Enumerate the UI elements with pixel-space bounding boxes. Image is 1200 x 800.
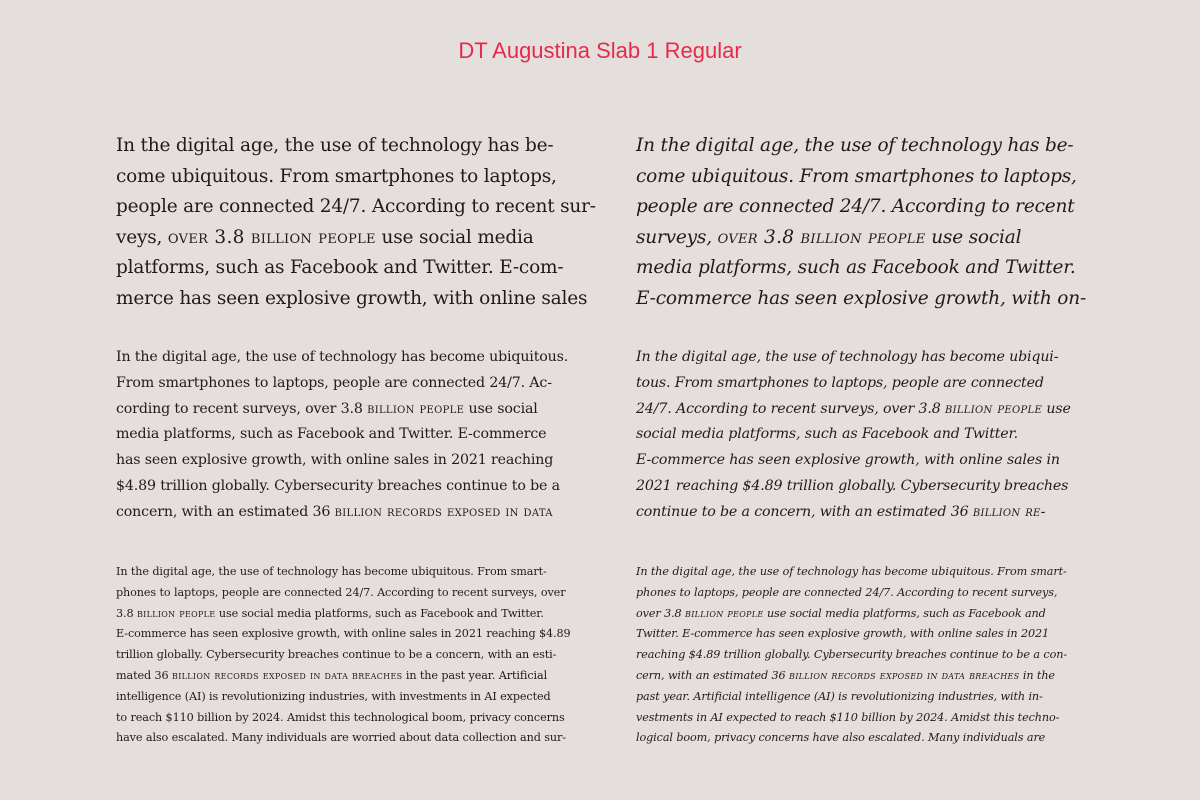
text-run: past year. Artificial intelligence (AI) is revolutionizing industries, with in-	[636, 689, 1043, 703]
text-run: people are connected 24/7. According to recent sur-	[116, 196, 596, 217]
text-run: merce has seen explosive growth, with online sales	[116, 287, 588, 309]
text-run: have also escalated. Many individuals are worried about data collection and sur-	[116, 731, 566, 745]
text-line	[116, 345, 586, 371]
text-run: E-commerce has seen explosive growth, with online sales in 2021 reaching $4.89	[116, 627, 571, 641]
text-run: $4.89 trillion globally. Cybersecurity breaches continue to be a	[116, 477, 560, 494]
text-run: continue to be a concern, with an estimated 36	[636, 503, 973, 520]
sample-small-italic	[636, 562, 1106, 749]
text-line	[116, 223, 586, 254]
sample-large-roman	[116, 131, 596, 314]
text-line	[116, 284, 586, 315]
text-line	[116, 645, 586, 666]
text-line	[116, 604, 586, 625]
text-line	[636, 708, 1106, 729]
text-line	[116, 162, 586, 193]
text-run: 24/7. According to recent surveys, over 3.8	[636, 400, 945, 417]
text-run: surveys,	[636, 226, 718, 248]
text-run: In the digital age, the use of technology has become ubiquitous.	[116, 349, 569, 365]
text-run: cording to recent surveys, over 3.8	[116, 400, 368, 417]
text-run: In the digital age, the use of technology has be-	[116, 135, 554, 156]
text-line	[636, 422, 1106, 448]
text-line	[116, 562, 586, 583]
text-run: From smartphones to laptops, people are connected 24/7. Ac-	[116, 374, 552, 391]
text-run: platforms, such as Facebook and Twitter. E-com-	[116, 257, 564, 278]
text-run: come ubiquitous. From smartphones to laptops,	[116, 165, 557, 187]
text-run: trillion globally. Cybersecurity breaches continue to be a concern, with an esti-	[116, 648, 557, 662]
sample-medium-roman	[116, 345, 586, 526]
text-line	[116, 708, 586, 729]
page-title: DT Augustina Slab 1 Regular	[458, 38, 742, 63]
text-line	[636, 253, 1106, 284]
sample-small-roman	[116, 562, 586, 749]
text-run: use social	[464, 400, 538, 417]
text-line	[116, 583, 586, 604]
text-line	[636, 162, 1106, 193]
text-run: use social media platforms, such as Facebook and Twitter.	[215, 606, 544, 620]
text-run: Twitter. E-commerce has seen explosive growth, with online sales in 2021	[636, 627, 1050, 641]
text-line	[116, 397, 586, 423]
text-line	[636, 345, 1106, 371]
text-run: to reach $110 billion by 2024. Amidst this technological boom, privacy concerns	[116, 710, 565, 724]
text-run: In the digital age, the use of technology has become ubiqui-	[636, 349, 1059, 365]
text-run: cern, with an estimated 36	[636, 668, 790, 682]
small-caps-run: billion people	[136, 606, 216, 620]
text-line	[636, 284, 1106, 315]
text-run: in the	[1019, 668, 1055, 682]
text-run: In the digital age, the use of technology has be-	[636, 135, 1074, 156]
text-line	[636, 728, 1106, 749]
small-caps-run: over 3.8 billion people	[717, 226, 926, 248]
text-run: phones to laptops, people are connected 24/7. According to recent surveys, over	[116, 585, 566, 599]
text-line	[636, 562, 1106, 583]
text-run: tous. From smartphones to laptops, people are connected	[636, 374, 1044, 391]
small-caps-run: billion records exposed in data	[334, 503, 553, 520]
text-line	[636, 474, 1106, 500]
text-run: phones to laptops, people are connected 24/7. According to recent surveys,	[636, 585, 1058, 599]
text-line	[636, 666, 1106, 687]
sample-medium-italic	[636, 345, 1106, 526]
small-caps-run: billion records exposed in data breaches	[789, 668, 1020, 682]
text-line	[116, 371, 586, 397]
text-run: 3.8	[116, 606, 137, 620]
text-run: E-commerce has seen explosive growth, with online sales in	[636, 452, 1060, 469]
small-caps-run: over 3.8 billion people	[167, 226, 376, 248]
text-run: use social media platforms, such as Facebook and	[763, 606, 1046, 620]
text-run: social media platforms, such as Facebook and Twitter.	[636, 426, 1018, 443]
text-run: In the digital age, the use of technology has become ubiquitous. From smart-	[636, 565, 1067, 578]
text-line	[116, 131, 586, 162]
text-line	[116, 666, 586, 687]
text-line	[116, 448, 586, 474]
text-run: use	[1042, 400, 1071, 417]
sample-large-italic	[636, 131, 1106, 314]
text-run: people are connected 24/7. According to recent	[636, 196, 1075, 217]
text-line	[636, 687, 1106, 708]
text-run: E-commerce has seen explosive growth, with on-	[636, 287, 1086, 309]
text-line	[636, 223, 1106, 254]
text-run: media platforms, such as Facebook and Twitter. E-commerce	[116, 426, 547, 443]
text-run: 2021 reaching $4.89 trillion globally. Cybersecurity breaches	[636, 477, 1069, 494]
text-run: use social media	[375, 226, 534, 248]
text-line	[116, 687, 586, 708]
text-line	[636, 645, 1106, 666]
text-run: In the digital age, the use of technology has become ubiquitous. From smart-	[116, 565, 547, 578]
text-line	[116, 624, 586, 645]
text-line	[636, 500, 1106, 526]
small-caps-run: billion people	[367, 400, 465, 417]
text-run: come ubiquitous. From smartphones to laptops,	[636, 165, 1077, 187]
small-caps-run: billion re-	[972, 503, 1046, 520]
text-line	[116, 422, 586, 448]
text-run: veys,	[116, 226, 168, 248]
text-line	[636, 192, 1106, 223]
text-line	[636, 604, 1106, 625]
text-line	[116, 474, 586, 500]
text-line	[116, 500, 586, 526]
text-line	[636, 371, 1106, 397]
text-run: mated 36	[116, 668, 173, 682]
text-line	[636, 131, 1106, 162]
text-line	[636, 448, 1106, 474]
text-line	[636, 624, 1106, 645]
text-run: media platforms, such as Facebook and Twitter.	[636, 257, 1076, 278]
text-line	[636, 397, 1106, 423]
text-line	[116, 728, 586, 749]
text-run: reaching $4.89 trillion globally. Cybersecurity breaches continue to be a con-	[636, 648, 1067, 662]
text-run: logical boom, privacy concerns have also escalated. Many individuals are	[636, 731, 1046, 745]
text-run: intelligence (AI) is revolutionizing industries, with investments in AI expected	[116, 689, 551, 703]
text-run: in the past year. Artificial	[402, 668, 548, 682]
text-line	[116, 192, 596, 223]
text-run: concern, with an estimated 36	[116, 503, 335, 520]
text-run: has seen explosive growth, with online sales in 2021 reaching	[116, 452, 554, 469]
small-caps-run: billion records exposed in data breaches	[172, 668, 403, 682]
text-run: use social	[925, 226, 1022, 248]
small-caps-run: billion people	[944, 400, 1043, 417]
text-run: over 3.8	[636, 606, 686, 620]
text-run: vestments in AI expected to reach $110 billion by 2024. Amidst this techno-	[636, 710, 1060, 724]
text-line	[636, 583, 1106, 604]
small-caps-run: billion people	[685, 606, 764, 620]
text-line	[116, 253, 586, 284]
